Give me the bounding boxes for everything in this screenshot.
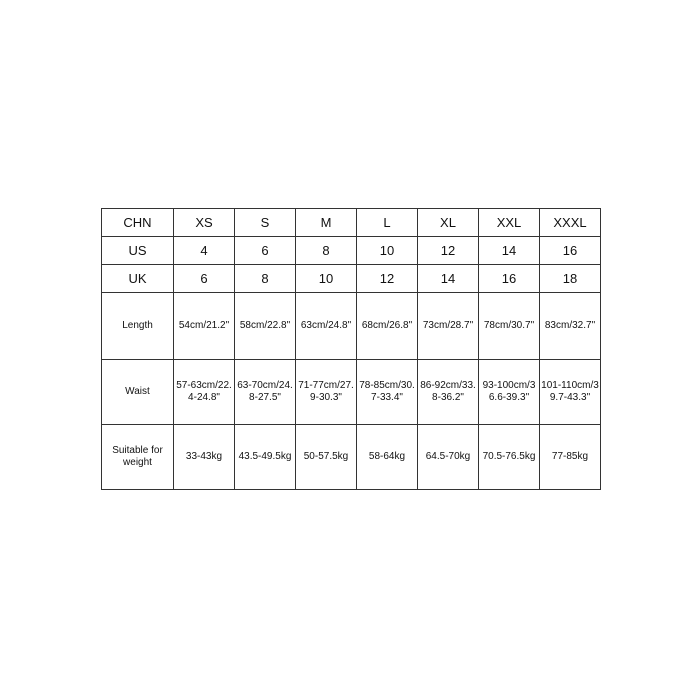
waist-cell: 63-70cm/24.8-27.5" [235, 360, 296, 425]
chn-size-cell: XXL [479, 209, 540, 237]
us-size-cell: 8 [296, 237, 357, 265]
length-cell: 78cm/30.7" [479, 293, 540, 360]
weight-label: Suitable for weight [102, 425, 174, 490]
uk-size-cell: 6 [174, 265, 235, 293]
length-cell: 58cm/22.8" [235, 293, 296, 360]
uk-label: UK [102, 265, 174, 293]
chn-size-cell: XS [174, 209, 235, 237]
uk-size-cell: 8 [235, 265, 296, 293]
uk-size-cell: 10 [296, 265, 357, 293]
chn-size-cell: L [357, 209, 418, 237]
length-label: Length [102, 293, 174, 360]
length-cell: 63cm/24.8" [296, 293, 357, 360]
uk-size-cell: 18 [540, 265, 601, 293]
weight-cell: 70.5-76.5kg [479, 425, 540, 490]
chn-size-cell: XXXL [540, 209, 601, 237]
waist-cell: 86-92cm/33.8-36.2" [418, 360, 479, 425]
weight-cell: 50-57.5kg [296, 425, 357, 490]
us-size-cell: 6 [235, 237, 296, 265]
us-size-cell: 16 [540, 237, 601, 265]
length-cell: 68cm/26.8" [357, 293, 418, 360]
size-chart-table [101, 208, 601, 490]
us-size-cell: 10 [357, 237, 418, 265]
uk-size-cell: 14 [418, 265, 479, 293]
chn-size-cell: XL [418, 209, 479, 237]
waist-cell: 78-85cm/30.7-33.4" [357, 360, 418, 425]
uk-size-row [102, 265, 601, 293]
weight-cell: 77-85kg [540, 425, 601, 490]
length-cell: 54cm/21.2" [174, 293, 235, 360]
waist-label: Waist [102, 360, 174, 425]
us-size-cell: 14 [479, 237, 540, 265]
waist-cell: 93-100cm/36.6-39.3" [479, 360, 540, 425]
us-size-row [102, 237, 601, 265]
waist-cell: 101-110cm/39.7-43.3" [540, 360, 601, 425]
uk-size-cell: 12 [357, 265, 418, 293]
weight-row [102, 425, 601, 490]
waist-cell: 57-63cm/22.4-24.8" [174, 360, 235, 425]
us-size-cell: 4 [174, 237, 235, 265]
length-row [102, 293, 601, 360]
waist-row [102, 360, 601, 425]
us-size-cell: 12 [418, 237, 479, 265]
uk-size-cell: 16 [479, 265, 540, 293]
weight-cell: 33-43kg [174, 425, 235, 490]
length-cell: 73cm/28.7" [418, 293, 479, 360]
weight-cell: 43.5-49.5kg [235, 425, 296, 490]
waist-cell: 71-77cm/27.9-30.3" [296, 360, 357, 425]
chn-label: CHN [102, 209, 174, 237]
length-cell: 83cm/32.7" [540, 293, 601, 360]
weight-cell: 58-64kg [357, 425, 418, 490]
chn-size-cell: M [296, 209, 357, 237]
chn-size-cell: S [235, 209, 296, 237]
chn-size-row [102, 209, 601, 237]
us-label: US [102, 237, 174, 265]
weight-cell: 64.5-70kg [418, 425, 479, 490]
